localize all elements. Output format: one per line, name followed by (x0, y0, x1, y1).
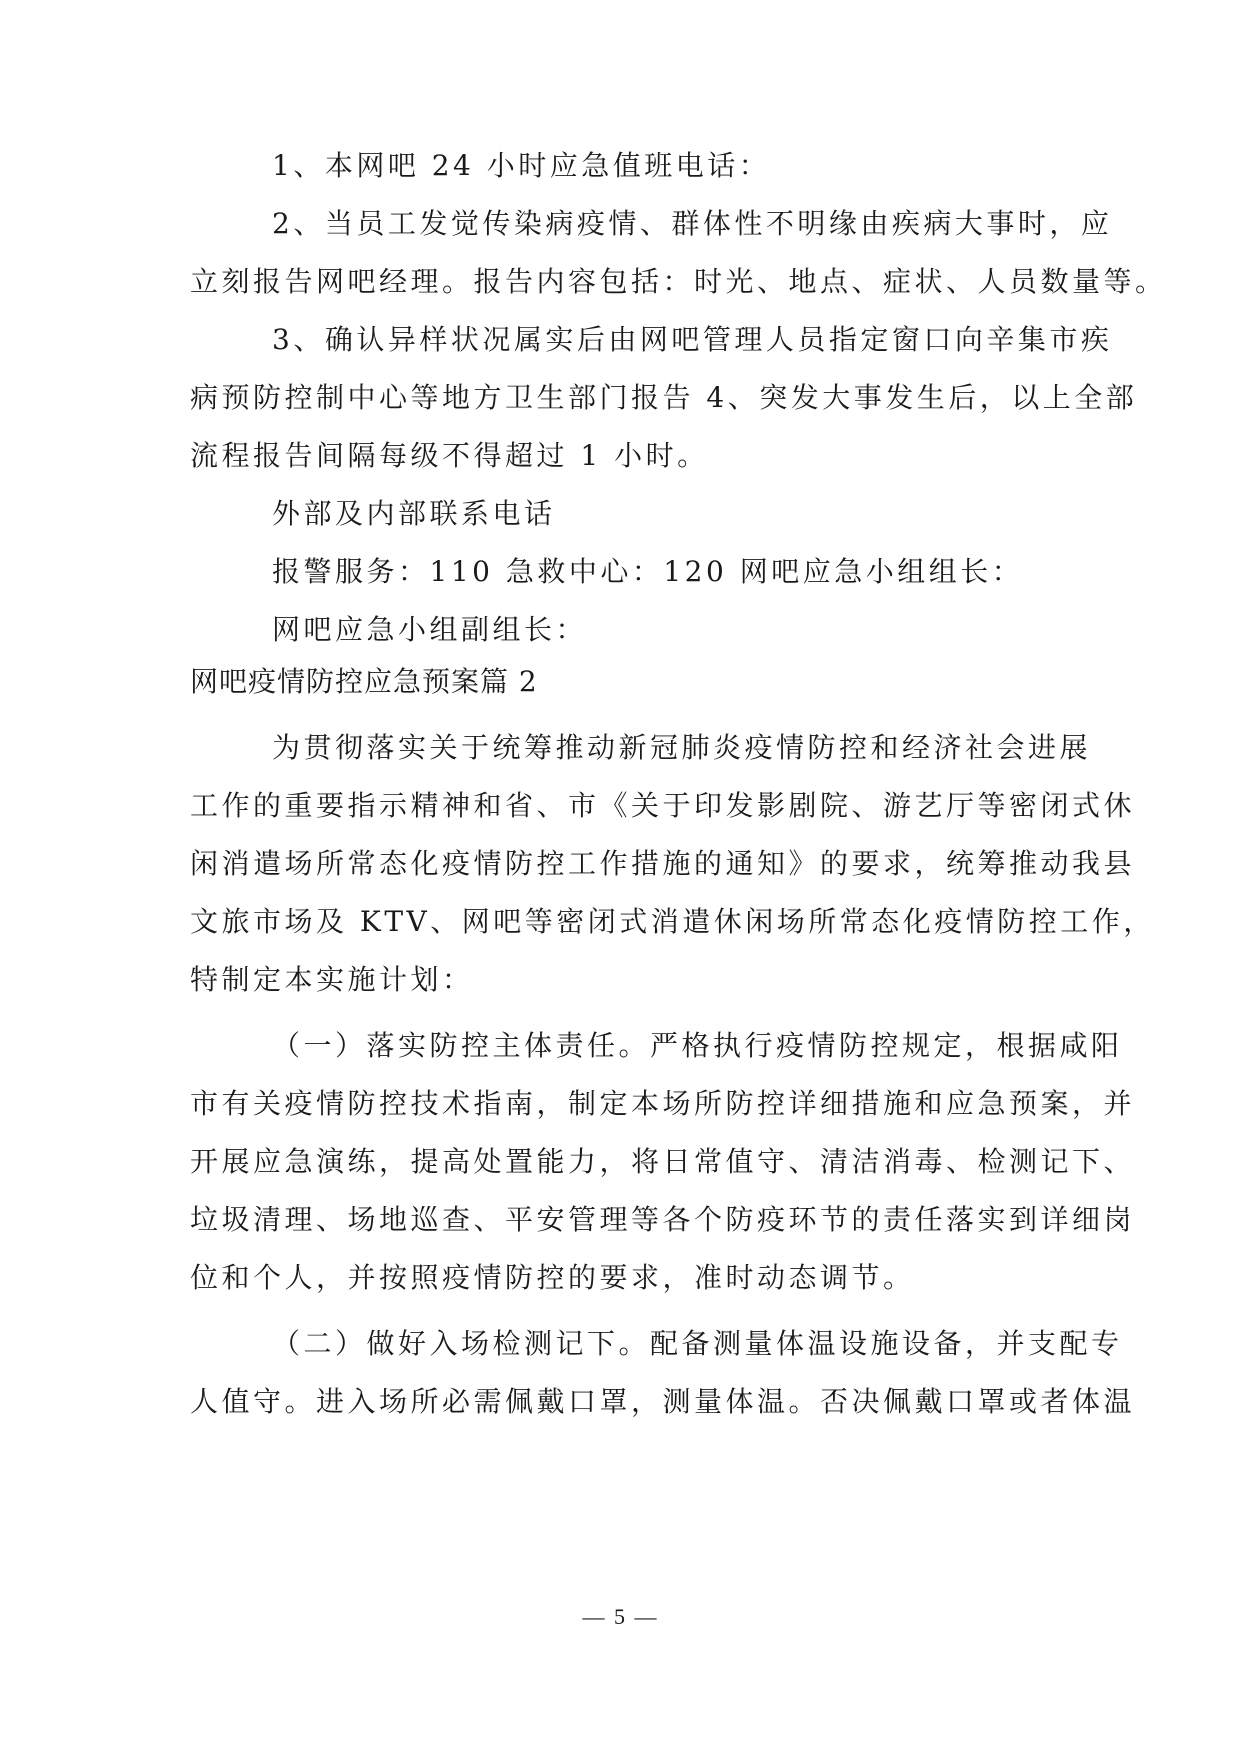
paragraph-line: 闲消遣场所常态化疫情防控工作措施的通知》的要求，统筹推动我县 (190, 847, 1136, 880)
page-number: — 5 — (582, 1604, 659, 1629)
paragraph-line: 为贯彻落实关于统筹推动新冠肺炎疫情防控和经济社会进展 (272, 731, 1092, 764)
paragraph-line: 位和个人，并按照疫情防控的要求，准时动态调节。 (190, 1261, 915, 1294)
paragraph-line: 特制定本实施计划： (190, 963, 474, 996)
contact-heading: 外部及内部联系电话 (272, 497, 556, 530)
paragraph-line: 1、本网吧 24 小时应急值班电话： (272, 149, 771, 182)
section-title: 网吧疫情防控应急预案篇 2 (190, 665, 538, 698)
paragraph-line: 工作的重要指示精神和省、市《关于印发影剧院、游艺厅等密闭式休 (190, 789, 1136, 822)
paragraph-line: 病预防控制中心等地方卫生部门报告 4、突发大事发生后，以上全部 (190, 381, 1138, 414)
paragraph-line: （二）做好入场检测记下。配备测量体温设施设备，并支配专 (272, 1327, 1123, 1360)
paragraph-line: （一）落实防控主体责任。严格执行疫情防控规定，根据咸阳 (272, 1029, 1123, 1062)
paragraph-line: 开展应急演练，提高处置能力，将日常值守、清洁消毒、检测记下、 (190, 1145, 1136, 1178)
paragraph-line: 文旅市场及 KTV、网吧等密闭式消遣休闲场所常态化疫情防控工作， (190, 905, 1155, 938)
paragraph-line: 垃圾清理、场地巡查、平安管理等各个防疫环节的责任落实到详细岗 (190, 1203, 1136, 1236)
paragraph-line: 人值守。进入场所必需佩戴口罩，测量体温。否决佩戴口罩或者体温 (190, 1385, 1136, 1418)
contact-line: 网吧应急小组副组长： (272, 613, 588, 646)
paragraph-line: 流程报告间隔每级不得超过 1 小时。 (190, 439, 709, 472)
paragraph-line: 2、当员工发觉传染病疫情、群体性不明缘由疾病大事时，应 (272, 207, 1113, 240)
contact-line: 报警服务：110 急救中心：120 网吧应急小组组长： (272, 555, 1024, 588)
paragraph-line: 市有关疫情防控技术指南，制定本场所防控详细措施和应急预案，并 (190, 1087, 1136, 1120)
paragraph-line: 3、确认异样状况属实后由网吧管理人员指定窗口向辛集市疾 (272, 323, 1113, 356)
paragraph-line: 立刻报告网吧经理。报告内容包括：时光、地点、症状、人员数量等。 (190, 265, 1167, 298)
